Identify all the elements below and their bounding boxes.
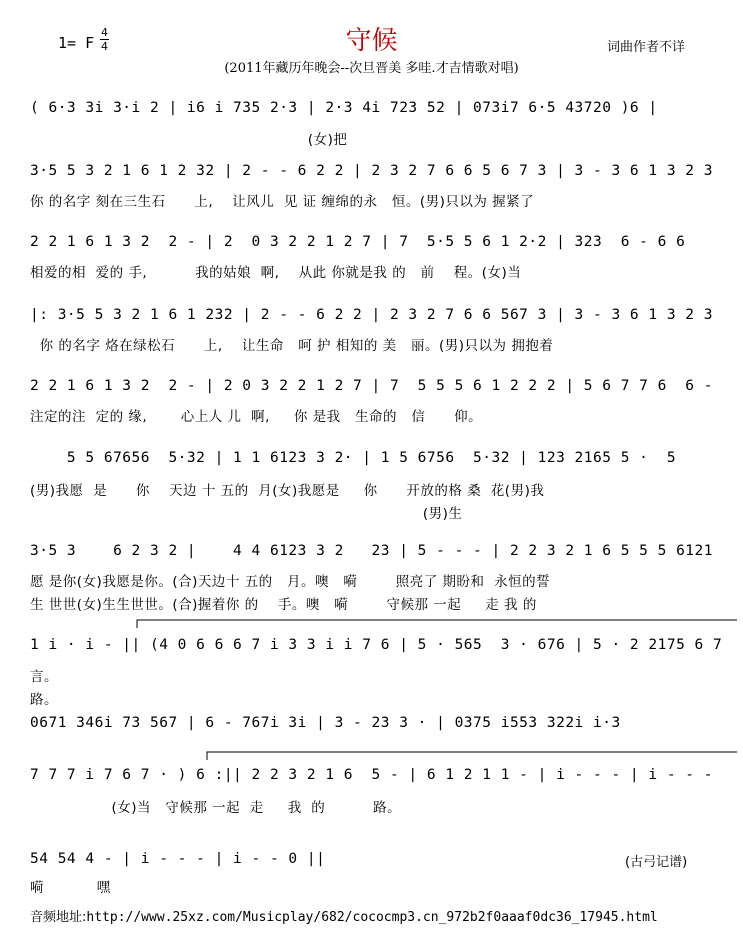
volta-bracket-1 xyxy=(137,620,737,628)
time-signature-top: 4 xyxy=(101,26,108,39)
author-credit: 词曲作者不详 xyxy=(607,40,686,55)
lyric-line-10: (女)当 守候那 一起 走 我 的 路。 xyxy=(30,800,402,816)
lyric-line-4: 你 的名字 烙在绿松石 上, 让生命 呵 护 相知的 美 丽。(男)只以为 拥抱着 xyxy=(30,338,554,354)
lyric-line-7b: 生 世世(女)生生世世。(合)握着你 的 手。噢 嗬 守候那 一起 走 我 的 xyxy=(30,597,537,613)
notation-line-3: 2 2 1 6 1 3 2 2 - | 2 0 3 2 2 1 2 7 | 7 5·5 5 6 1 2·2 | 323 6 - 6 6 xyxy=(30,234,686,250)
notation-line-5: 2 2 1 6 1 3 2 2 - | 2 0 3 2 2 1 2 7 | 7 5 5 5 6 1 2 2 2 | 5 6 7 7 6 6 - xyxy=(30,378,714,394)
lyric-line-1: (女)把 xyxy=(30,132,348,148)
volta-bracket-2 xyxy=(207,752,737,760)
lyric-line-8: 言。 xyxy=(30,669,58,685)
transcriber-credit: (古弓记谱) xyxy=(625,855,688,870)
lyric-line-7: 愿 是你(女)我愿是你。(合)天边十 五的 月。噢 嗬 照亮了 期盼和 永恒的誓 xyxy=(30,574,551,590)
notation-line-1: ( 6·3 3i 3·i 2 | i6 i 735 2·3 | 2·3 4i 723 52 | 073i7 6·5 43720 )6 | xyxy=(30,100,658,116)
audio-label: 音频地址: xyxy=(30,910,87,925)
notation-line-6: 5 5 67656 5·32 | 1 1 6123 3 2· | 1 5 6756 5·32 | 123 2165 5 · 5 xyxy=(30,450,677,466)
notation-line-10: 7 7 7 i 7 6 7 · ) 6 :|| 2 2 3 2 1 6 5 - | 6 1 2 1 1 - | i - - - | i - - - xyxy=(30,767,714,783)
lyric-line-3: 相爱的相 爱的 手, 我的姑娘 啊, 从此 你就是我 的 前 程。(女)当 xyxy=(30,265,522,281)
notation-line-7: 3·5 3 6 2 3 2 | 4 4 6123 3 2 23 | 5 - - - | 2 2 3 2 1 6 5 5 5 6121 xyxy=(30,543,714,559)
lyric-line-5: 注定的注 定的 缘, 心上人 儿 啊, 你 是我 生命的 信 仰。 xyxy=(30,409,483,425)
lyric-line-2: 你 的名字 刻在三生石 上, 让风儿 见 证 缠绵的永 恒。(男)只以为 握紧了 xyxy=(30,194,535,210)
time-signature-bottom: 4 xyxy=(101,40,108,53)
lyric-line-6b: (男)生 xyxy=(30,506,463,522)
audio-link[interactable]: http://www.25xz.com/Musicplay/682/cococmp3.cn_972b2f0aaaf0dc36_17945.html xyxy=(86,910,658,925)
notation-line-2: 3·5 5 3 2 1 6 1 2 32 | 2 - - 6 2 2 | 2 3 2 7 6 6 5 6 7 3 | 3 - 3 6 1 3 2 3 xyxy=(30,163,714,179)
lyric-line-11: 嗬 嘿 xyxy=(30,880,111,896)
song-title: 守候 xyxy=(345,26,398,56)
lyric-line-8b: 路。 xyxy=(30,692,58,708)
song-subtitle: (2011年藏历年晚会--次旦晋美 多哇.才吉情歌对唱) xyxy=(224,61,519,76)
key-signature: 1= F xyxy=(58,34,95,52)
notation-line-11: 54 54 4 - | i - - - | i - - 0 || xyxy=(30,851,326,867)
notation-line-4: |: 3·5 5 3 2 1 6 1 232 | 2 - - 6 2 2 | 2 3 2 7 6 6 567 3 | 3 - 3 6 1 3 2 3 xyxy=(30,307,714,323)
notation-line-8: 1 i · i - || (4 0 6 6 6 7 i 3 3 i i 7 6 | 5 · 565 3 · 676 | 5 · 2 2175 6 7 xyxy=(30,637,723,653)
notation-line-9: 0671 346i 73 567 | 6 - 767i 3i | 3 - 23 3 · | 0375 i553 322i i·3 xyxy=(30,715,621,731)
lyric-line-6: (男)我愿 是 你 天边 十 五的 月(女)我愿是 你 开放的格 桑 花(男)我 xyxy=(30,483,545,499)
